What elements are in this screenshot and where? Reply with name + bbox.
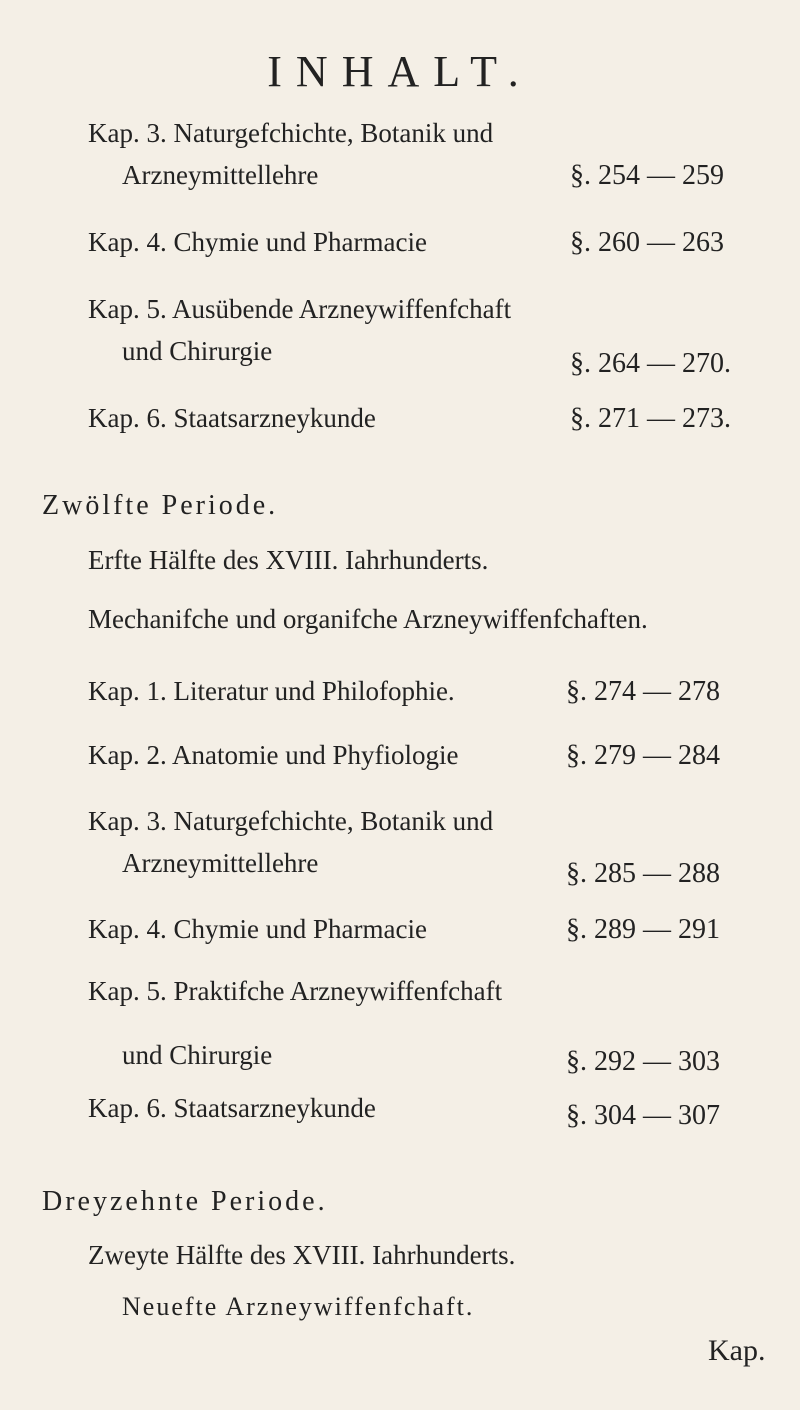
toc-entry-label: Kap. 3. Naturgefchichte, Botanik und xyxy=(88,806,494,836)
toc-entry-range: §. 264 — 270. xyxy=(570,348,731,379)
toc-entry-label-cont: und Chirurgie xyxy=(122,336,273,366)
toc-entry-label: Kap. 6. Staatsarzneykunde xyxy=(88,1093,376,1123)
toc-entry-range: §. 289 — 291 xyxy=(566,914,720,945)
toc-entry-range: §. 279 — 284 xyxy=(566,740,720,771)
period-subtitle: Neuefte Arzneywiffenfchaft. xyxy=(122,1292,475,1321)
toc-entry-label: Kap. 2. Anatomie und Phyfiologie xyxy=(88,740,459,770)
page-title: INHALT. xyxy=(267,47,533,96)
toc-entry-label-cont: und Chirurgie xyxy=(122,1040,273,1070)
toc-entry-range: §. 304 — 307 xyxy=(566,1100,720,1131)
toc-entry-range: §. 292 — 303 xyxy=(566,1046,720,1077)
toc-entry-range: §. 285 — 288 xyxy=(566,858,720,889)
toc-entry-label-cont: Arzneymittellehre xyxy=(122,160,319,190)
toc-entry-range: §. 260 — 263 xyxy=(570,227,724,258)
catchword: Kap. xyxy=(708,1334,766,1367)
toc-entry-label: Kap. 5. Ausübende Arzneywiffenfchaft xyxy=(88,294,512,324)
toc-entry-label-cont: Arzneymittellehre xyxy=(122,848,319,878)
toc-entry-label: Kap. 4. Chymie und Pharmacie xyxy=(88,914,427,944)
period-heading: Dreyzehnte Periode. xyxy=(42,1186,328,1217)
toc-entry-label: Kap. 3. Naturgefchichte, Botanik und xyxy=(88,118,494,148)
toc-entry-range: §. 271 — 273. xyxy=(570,403,731,434)
toc-entry-label: Kap. 5. Praktifche Arzneywiffenfchaft xyxy=(88,976,503,1006)
toc-entry-label: Kap. 6. Staatsarzneykunde xyxy=(88,403,376,433)
period-subtitle: Mechanifche und organifche Arzneywiffenfchaften. xyxy=(88,604,648,634)
period-subheading: Erfte Hälfte des XVIII. Iahrhunderts. xyxy=(88,545,489,575)
toc-entry-range: §. 254 — 259 xyxy=(570,160,724,191)
toc-entry-label: Kap. 4. Chymie und Pharmacie xyxy=(88,227,427,257)
period-heading: Zwölfte Periode. xyxy=(42,490,279,521)
toc-entry-range: §. 274 — 278 xyxy=(566,676,720,707)
period-subheading: Zweyte Hälfte des XVIII. Iahrhunderts. xyxy=(88,1240,516,1270)
toc-entry-label: Kap. 1. Literatur und Philofophie. xyxy=(88,676,455,706)
